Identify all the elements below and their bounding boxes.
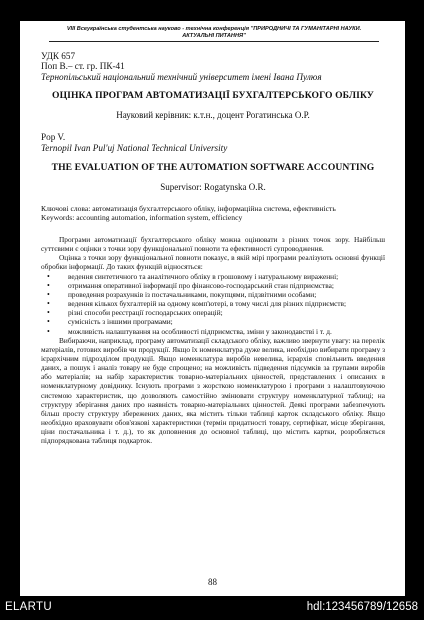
list-item: • сумісність з іншими програмами; [41, 317, 385, 326]
affiliation-ua: Тернопільський національний технічний університет імені Івана Пулюя [41, 71, 322, 82]
list-item: • проведення розрахунків із постачальниками, покупцями, підзвітними особами; [41, 290, 385, 299]
author-en: Pop V. [41, 132, 66, 143]
keywords-en: Keywords: accounting automation, information system, efficiency [41, 212, 243, 222]
title-ua: ОЦІНКА ПРОГРАМ АВТОМАТИЗАЦІЇ БУХГАЛТЕРСЬКОГО ОБЛІКУ [52, 90, 374, 102]
conference-header-line2: АКТУАЛЬНІ ПИТАННЯ" [182, 32, 246, 39]
handle-id: hdl:123456789/12658 [306, 601, 418, 613]
paragraph-2: Оцінка з точки зору функціональної повноти показує, в якій мірі програми реалізують основні функції обробки інформації. До таких функцій відносяться: [41, 253, 385, 272]
paragraph-3: Вибираючи, наприклад, програму автоматизації складського обліку, важливо звернути увагу: на перелік матеріалів, готових виробів чи продукції. Якщо їх номенклатура дуже велика, необхідно вибирати програму з ієрархічним підрозділом продукції. Якщо номенклатура виробів невелика, ієрархія сповільнить введення даних, а пошук і аналіз товару не буде спрощено; на можливість підведення підсумків за групами виробів або матеріалів; на набір характеристик товарно-матеріальних цінностей, представлених і описаних в номенклатурному довіднику. Існують програми з жорсткою номенклатурою і програми з налаштовуючою системою характеристик, що дозволяють самостійно змінювати структуру номенклатурної таблиці; на структуру зберігання даних про наявність товарно-матеріальних цінностей. Деякі програми забезпечують більш просту структуру збережених даних, яка містить тільки таблиці карток складського обліку. Якщо необхідно враховувати обов'язкові характеристики (термін придатності товару, сертифікат, місце зберігання, ціни постачальника і т. д.), то як доповнення до основної таблиці, що містить картки, розробляється підпорядкована таблиця подкарток. [41, 335, 385, 446]
author-ua: Поп В.– ст. гр. ПК-41 [41, 61, 125, 72]
repository-footer [0, 596, 424, 620]
page-number: 88 [208, 577, 217, 587]
supervisor-ua: Науковий керівник: к.т.н., доцент Рогатинська О.Р. [116, 110, 310, 121]
body-text [41, 235, 385, 446]
paragraph-1: Програми автоматизації бухгалтерського обліку можна оцінювати з різних точок зору. Найбільш суттєвими є оцінки з точки зору функціональної повноти та ефективності супроводження. [41, 234, 385, 254]
keywords-block [41, 204, 385, 222]
title-en: THE EVALUATION OF THE AUTOMATION SOFTWARE ACCOUNTING [51, 161, 375, 173]
supervisor-en: Supervisor: Rogatynska O.R. [160, 181, 266, 192]
list-item: • ведення синтетичного та аналітичного обліку в грошовому і натуральному вираженні; [41, 272, 385, 281]
list-item: • ведення кількох бухгалтерій на одному комп'ютері, в тому числі для різних підприємств; [41, 299, 385, 308]
list-item: • можливість налаштування на особливості підприємства, зміни у законодавстві і т. д. [41, 327, 385, 336]
conference-header [49, 21, 379, 42]
keywords-ua: Ключові слова: автоматизація бухгалтерського обліку, інформаційна система, ефективність [41, 203, 336, 213]
list-item: • отримання оперативної інформації про фінансово-господарський стан підприємства; [41, 281, 385, 290]
udk-code: УДК 657 [41, 50, 76, 61]
function-list [41, 272, 385, 336]
conference-header-line1: VIII Всеукраїнська студентська науково - технічна конференція "ПРИРОДНИЧІ ТА ГУМАНІТАРНІ НАУКИ. [66, 26, 362, 32]
paper-page [20, 21, 405, 596]
list-item: • різні способи реєстрації господарських операцій; [41, 308, 385, 317]
repository-name: ELARTU [5, 601, 52, 613]
affiliation-en: Ternopil Ivan Pul'uj National Technical University [41, 142, 228, 153]
